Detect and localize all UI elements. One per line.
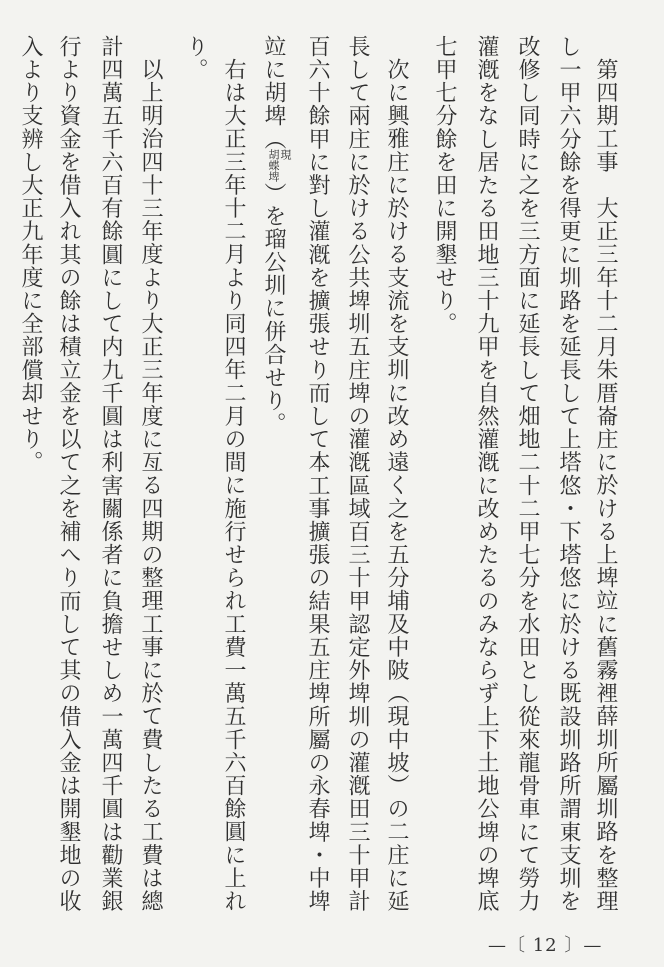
column-12: 以上明治四十三年度より大正三年度に亙る四期の整理工事に於て費したる工費は總 — [138, 58, 163, 913]
column-2: し一甲六分餘を得更に圳路を延長して上塔悠・下塔悠に於ける既設圳路所謂東支圳を — [556, 35, 581, 913]
column-10: 右は大正三年十二月より同四年二月の間に施行せられ工費一萬五千六百餘圓に上れ — [221, 58, 246, 913]
column-15: 入より支辨し大正九年度に全部償却せり。 — [18, 35, 43, 474]
annotation-line-2: 胡蝶埤 — [267, 149, 280, 183]
column-11: り。 — [183, 35, 208, 82]
annotation-line-1: 現 — [279, 149, 292, 161]
column-1: 第四期工事 大正三年十二月朱厝崙庄に於ける上埤竝に舊霧裡薛圳所屬圳路を整理 — [593, 58, 618, 913]
column-9-before: 竝に胡埤 — [261, 35, 286, 128]
column-9 — [263, 35, 291, 435]
column-8: 百六十餘甲に對し灌漑を擴張せり而して本工事擴張の結果五庄埤所屬の永春埤・中埤 — [305, 35, 330, 913]
column-9-after: を瑠公圳に併合せり。 — [261, 204, 286, 436]
column-13: 計四萬五千六百有餘圓にして内九千圓は利害關係者に負擔せしめ一萬四千圓は勸業銀 — [98, 35, 123, 913]
column-14: 行より資金を借入れ其の餘は積立金を以て之を補へり而して其の借入金は開墾地の收 — [56, 35, 81, 913]
close-paren: ） — [261, 182, 286, 205]
open-paren: （ — [261, 127, 286, 150]
column-6: 次に興雅庄に於ける支流を支圳に改め遠く之を五分埔及中陂（現中坡）の二庄に延 — [384, 58, 409, 913]
page-number: —〔 12 〕— — [488, 935, 603, 956]
inline-annotation — [267, 149, 291, 182]
column-5: 七甲七分餘を田に開墾せり。 — [432, 35, 457, 336]
column-7: 長して兩庄に於ける公共埤圳五庄埤の灌漑區域百三十甲認定外埤圳の灌漑田三十甲計 — [345, 35, 370, 913]
column-3: 改修し同時に之を三方面に延長して畑地二十二甲七分を水田とし從來龍骨車にて勞力 — [515, 35, 540, 913]
column-4: 灌漑をなし居たる田地三十九甲を自然灌漑に改めたるのみならず上下土地公埤の埤底 — [474, 35, 499, 913]
